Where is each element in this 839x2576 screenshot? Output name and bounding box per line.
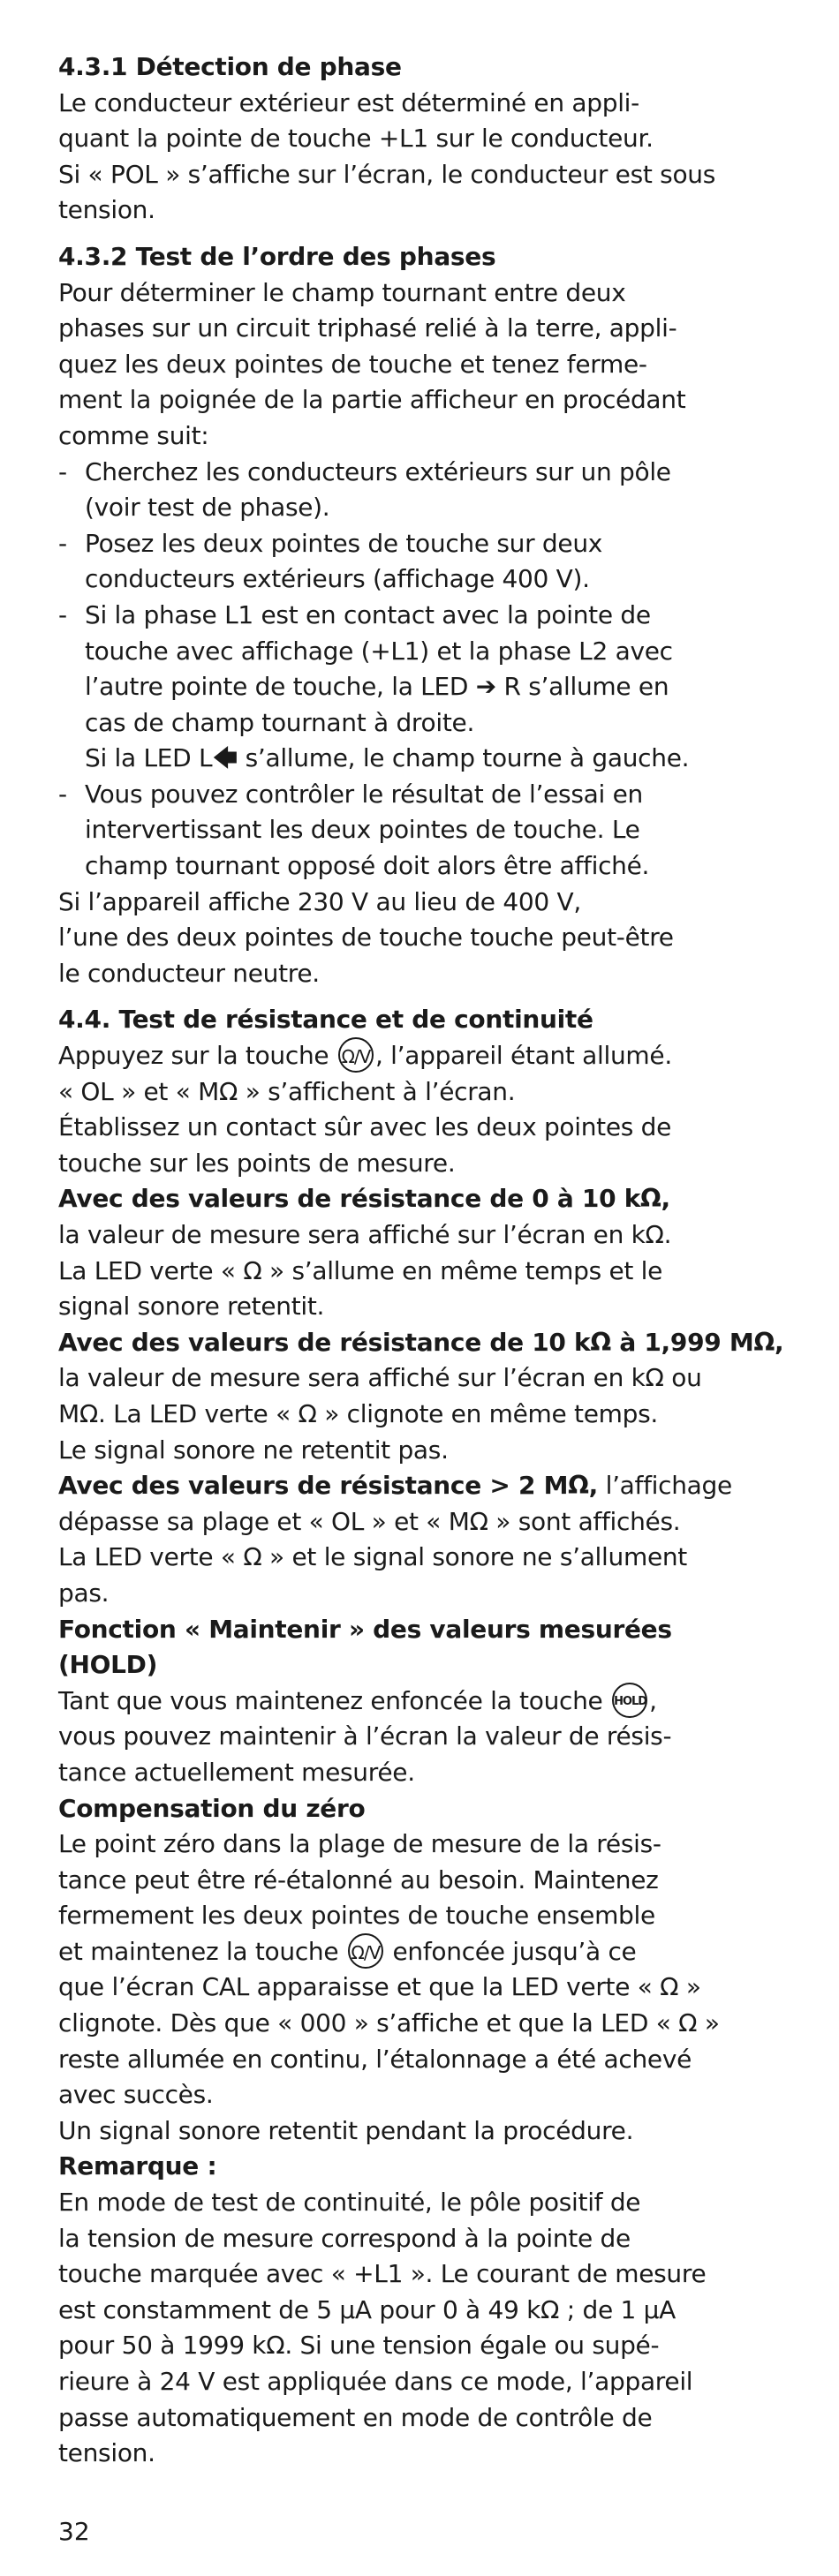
text-line: passe automatiquement en mode de contrôle de (58, 2402, 653, 2432)
bullet-dash: - (58, 456, 67, 486)
text-line: la tension de mesure correspond à la pointe de (58, 2223, 631, 2253)
text-line (58, 1683, 729, 1720)
subheading-hold: Fonction « Maintenir » des valeurs mesurées (58, 1614, 672, 1644)
page-number: 32 (58, 2517, 90, 2546)
bold-line: Avec des valeurs de résistance de 0 à 10 kΩ, (58, 1184, 670, 1214)
text-line: Si « POL » s’affiche sur l’écran, le conducteur est sous (58, 159, 716, 189)
text-line: tance actuellement mesurée. (58, 1757, 415, 1787)
text-fragment: , l’appareil étant allumé. (374, 1041, 672, 1071)
list-item-continuation: touche avec affichage (+L1) et la phase L2 avec (85, 636, 673, 666)
list-item-continuation: conducteurs extérieurs (affichage 400 V). (85, 564, 590, 594)
text-fragment: enfoncée jusqu’à ce (384, 1936, 637, 1966)
hold-key-icon: HOLD (612, 1683, 647, 1718)
page-content (58, 49, 784, 2472)
text-line: phases sur un circuit triphasé relié à la terre, appli- (58, 313, 677, 343)
text-line: est constamment de 5 µA pour 0 à 49 kΩ ; de 1 µA (58, 2294, 676, 2324)
text-line: signal sonore retentit. (58, 1292, 325, 1322)
text-line (58, 1934, 729, 1970)
text-line: touche marquée avec « +L1 ». Le courant de mesure (58, 2259, 707, 2289)
text-line: comme suit: (58, 420, 209, 450)
text-line: pas. (58, 1578, 110, 1608)
ohm-volt-key-icon: Ω/V (338, 1037, 374, 1073)
text-line: rieure à 24 V est appliquée dans ce mode, l’appareil (58, 2367, 693, 2396)
section-heading-4-3-2: 4.3.2 Test de l’ordre des phases (58, 241, 496, 271)
list-item (58, 455, 729, 491)
text-line: Pour déterminer le champ tournant entre deux (58, 277, 626, 307)
bullet-dash: - (58, 599, 67, 629)
text-line: fermement les deux pointes de touche ensemble (58, 1901, 655, 1931)
text-line: la valeur de mesure sera affiché sur l’écran en kΩ. (58, 1220, 672, 1249)
list-item-continuation: Si la LED L🡄 s’allume, le champ tourne à gauche. (85, 743, 690, 773)
text-line: Le signal sonore ne retentit pas. (58, 1435, 449, 1465)
text-line: l’une des deux pointes de touche touche peut-être (58, 923, 674, 953)
bold-line: Avec des valeurs de résistance de 10 kΩ à 1,999 MΩ, (58, 1327, 784, 1357)
text-line: touche sur les points de mesure. (58, 1148, 456, 1178)
list-item-text: Cherchez les conducteurs extérieurs sur un pôle (85, 456, 671, 486)
text-line: tension. (58, 195, 155, 225)
text-line: Un signal sonore retentit pendant la procédure. (58, 2115, 634, 2145)
list-item (58, 598, 729, 634)
text-line: reste allumée en continu, l’étalonnage a été achevé (58, 2044, 692, 2074)
text-line: tension. (58, 2438, 155, 2468)
section-heading-4-3-1: 4.3.1 Détection de phase (58, 52, 402, 81)
list-item-text: Si la phase L1 est en contact avec la pointe de (85, 599, 651, 629)
list-item (58, 526, 729, 562)
text-line: tance peut être ré-étalonné au besoin. Maintenez (58, 1864, 659, 1894)
bullet-dash: - (58, 779, 67, 809)
list-item-text: Posez les deux pointes de touche sur deux (85, 528, 603, 558)
text-line: Le point zéro dans la plage de mesure de la résis- (58, 1829, 661, 1859)
text-line: quant la pointe de touche +L1 sur le conducteur. (58, 124, 654, 154)
bullet-dash: - (58, 528, 67, 558)
subheading-hold: (HOLD) (58, 1650, 158, 1680)
text-line: dépasse sa plage et « OL » et « MΩ » sont affichés. (58, 1506, 681, 1536)
list-item-continuation: l’autre pointe de touche, la LED ➔ R s’allume en (85, 672, 669, 702)
text-fragment: et maintenez la touche (58, 1936, 346, 1966)
list-item (58, 777, 729, 813)
text-line: La LED verte « Ω » et le signal sonore ne s’allument (58, 1542, 687, 1572)
text-fragment: , (649, 1685, 657, 1715)
text-line: que l’écran CAL apparaisse et que la LED verte « Ω » (58, 1972, 701, 2002)
text-fragment: Appuyez sur la touche (58, 1041, 336, 1071)
text-line (58, 1038, 729, 1074)
text-line: pour 50 à 1999 kΩ. Si une tension égale ou supé- (58, 2331, 660, 2361)
text-line: ment la poignée de la partie afficheur en procédant (58, 385, 686, 415)
list-item-continuation: cas de champ tournant à droite. (85, 707, 475, 737)
text-line (58, 1468, 732, 1504)
text-line: Le conducteur extérieur est déterminé en appli- (58, 87, 639, 117)
text-line: le conducteur neutre. (58, 958, 320, 988)
subheading-remark: Remarque : (58, 2151, 217, 2181)
text-line: MΩ. La LED verte « Ω » clignote en même temps. (58, 1398, 658, 1428)
text-fragment: Tant que vous maintenez enfoncée la touche (58, 1685, 611, 1715)
text-line: La LED verte « Ω » s’allume en même temps et le (58, 1255, 663, 1285)
list-item-text: Vous pouvez contrôler le résultat de l’essai en (85, 779, 643, 809)
text-line: En mode de test de continuité, le pôle positif de (58, 2188, 641, 2218)
ohm-volt-key-icon: Ω/V (348, 1933, 383, 1969)
list-item-continuation: champ tournant opposé doit alors être affiché. (85, 851, 650, 881)
text-line: Établissez un contact sûr avec les deux pointes de (58, 1112, 672, 1142)
list-item-continuation: (voir test de phase). (85, 493, 330, 523)
text-line: vous pouvez maintenir à l’écran la valeur de résis- (58, 1721, 672, 1751)
list-item-continuation: intervertissant les deux pointes de touche. Le (85, 815, 640, 845)
text-line: quez les deux pointes de touche et tenez ferme- (58, 349, 647, 379)
bold-fragment: Avec des valeurs de résistance > 2 MΩ, (58, 1471, 598, 1501)
text-line: la valeur de mesure sera affiché sur l’écran en kΩ ou (58, 1363, 702, 1393)
subheading-zero: Compensation du zéro (58, 1793, 366, 1823)
text-line: clignote. Dès que « 000 » s’affiche et que la LED « Ω » (58, 2008, 720, 2038)
text-line: « OL » et « MΩ » s’affichent à l’écran. (58, 1076, 516, 1106)
section-heading-4-4: 4.4. Test de résistance et de continuité (58, 1005, 593, 1035)
text-fragment: l’affichage (598, 1471, 732, 1501)
text-line: avec succès. (58, 2080, 214, 2110)
text-line: Si l’appareil affiche 230 V au lieu de 400 V, (58, 886, 581, 916)
